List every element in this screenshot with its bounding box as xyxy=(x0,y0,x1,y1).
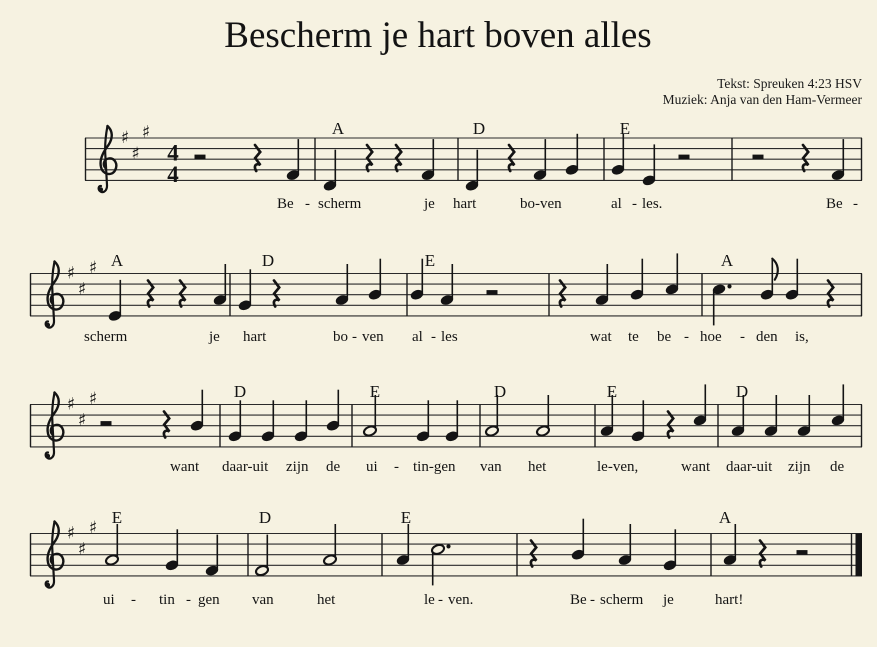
key-signature-sharp: ♯ xyxy=(77,539,87,560)
lyric-syllable: ven xyxy=(362,329,384,345)
key-signature-sharp: ♯ xyxy=(131,143,140,164)
lyric-syllable: - xyxy=(431,329,436,345)
half-rest xyxy=(101,421,112,426)
lyric-syllable: les. xyxy=(642,196,663,212)
half-rest xyxy=(753,155,764,160)
lyric-syllable: - xyxy=(632,196,637,212)
lyric-syllable: - xyxy=(131,592,136,608)
lyric-syllable: Be xyxy=(570,592,587,608)
half-rest xyxy=(195,155,206,160)
lyric-syllable: scherm xyxy=(318,196,362,212)
time-signature-digit: 4 xyxy=(167,161,179,187)
lyric-syllable: want xyxy=(681,459,711,475)
lyric-syllable: want xyxy=(170,459,200,475)
chord-label: A xyxy=(331,119,345,138)
lyric-syllable: ui xyxy=(366,459,378,475)
treble-clef-dot xyxy=(46,583,51,588)
lyric-syllable: bo-ven xyxy=(520,196,562,212)
half-rest xyxy=(679,155,690,160)
chord-label: E xyxy=(111,508,123,527)
key-signature-sharp: ♯ xyxy=(66,394,76,415)
lyric-syllable: te xyxy=(628,329,639,345)
chord-label: D xyxy=(261,251,275,270)
lyric-syllable: Be xyxy=(277,196,294,212)
half-rest xyxy=(797,550,808,555)
augmentation-dot xyxy=(727,284,731,288)
chord-label: E xyxy=(424,251,436,270)
lyric-syllable: van xyxy=(480,459,502,475)
chord-label: E xyxy=(400,508,412,527)
lyric-syllable: al xyxy=(412,329,423,345)
lyric-syllable: scherm xyxy=(84,329,128,345)
key-signature-sharp: ♯ xyxy=(77,410,87,431)
lyric-syllable: hart xyxy=(243,329,267,345)
lyric-syllable: be xyxy=(657,329,672,345)
lyric-syllable: zijn xyxy=(286,459,309,475)
lyric-syllable: de xyxy=(326,459,341,475)
lyric-syllable: - xyxy=(438,592,443,608)
lyric-syllable: de xyxy=(830,459,845,475)
lyric-syllable: hart xyxy=(453,196,477,212)
treble-clef-dot xyxy=(99,187,104,192)
lyric-syllable: - xyxy=(853,196,858,212)
credit-music-author: Muziek: Anja van den Ham-Vermeer xyxy=(662,91,862,107)
chord-label: D xyxy=(472,119,486,138)
chord-label: D xyxy=(233,382,247,401)
lyric-syllable: van xyxy=(252,592,274,608)
lyric-syllable: je xyxy=(424,196,435,212)
lyric-syllable: - xyxy=(305,196,310,212)
chord-label: A xyxy=(720,251,734,270)
lyric-syllable: - xyxy=(186,592,191,608)
lyric-syllable: daar-uit xyxy=(726,459,773,475)
treble-clef-icon xyxy=(48,262,64,310)
lyric-syllable: tin xyxy=(159,592,175,608)
key-signature-sharp: ♯ xyxy=(120,128,130,148)
lyric-syllable: les xyxy=(441,329,458,345)
chord-label: D xyxy=(258,508,272,527)
staff-system xyxy=(30,253,862,327)
lyric-syllable: scherm xyxy=(600,592,644,608)
lyric-syllable: den xyxy=(756,329,778,345)
final-barline-thick xyxy=(856,534,863,576)
chord-label: E xyxy=(606,382,618,401)
key-signature-sharp: ♯ xyxy=(66,523,76,544)
treble-clef-dot xyxy=(46,323,51,328)
credit-text-source: Tekst: Spreuken 4:23 HSV xyxy=(717,76,862,91)
lyric-syllable: is, xyxy=(795,329,809,345)
chord-label: E xyxy=(369,382,381,401)
lyric-syllable: le-ven, xyxy=(597,459,639,475)
lyric-syllable: al xyxy=(611,196,622,212)
treble-clef-dot xyxy=(46,454,51,459)
lyric-syllable: je xyxy=(663,592,674,608)
chord-label: A xyxy=(110,251,124,270)
lyric-syllable: - xyxy=(394,459,399,475)
lyric-syllable: bo xyxy=(333,329,348,345)
staff-system xyxy=(30,518,862,587)
lyric-syllable: daar-uit xyxy=(222,459,269,475)
augmentation-dot xyxy=(446,544,450,548)
treble-clef-icon xyxy=(48,393,64,441)
lyric-syllable: het xyxy=(317,592,336,608)
time-signature-digit: 4 xyxy=(167,140,179,166)
treble-clef-icon xyxy=(101,126,117,174)
chord-label: E xyxy=(619,119,631,138)
chord-label: D xyxy=(735,382,749,401)
lyric-syllable: wat xyxy=(590,329,612,345)
key-signature-sharp: ♯ xyxy=(88,258,98,279)
key-signature-sharp: ♯ xyxy=(88,518,98,539)
eighth-flag xyxy=(772,259,778,280)
lyric-syllable: gen xyxy=(198,592,220,608)
key-signature-sharp: ♯ xyxy=(88,389,98,410)
lyric-syllable: je xyxy=(209,329,220,345)
chord-label: D xyxy=(493,382,507,401)
lyric-syllable: ven. xyxy=(448,592,474,608)
lyric-syllable: tin-gen xyxy=(413,459,456,475)
lyric-syllable: hart! xyxy=(715,592,744,608)
page-title: Bescherm je hart boven alles xyxy=(224,15,652,56)
key-signature-sharp: ♯ xyxy=(77,279,87,300)
half-rest xyxy=(487,290,498,295)
lyric-syllable: het xyxy=(528,459,547,475)
lyric-syllable: ui xyxy=(103,592,115,608)
treble-clef-icon xyxy=(48,522,64,570)
lyric-syllable: - xyxy=(352,329,357,345)
lyric-syllable: Be xyxy=(826,196,843,212)
lyric-syllable: - xyxy=(684,329,689,345)
chord-label: A xyxy=(718,508,732,527)
lyric-syllable: zijn xyxy=(788,459,811,475)
lyric-syllable: le xyxy=(424,592,435,608)
key-signature-sharp: ♯ xyxy=(66,263,76,284)
lyric-syllable: hoe xyxy=(700,329,722,345)
lyric-syllable: - xyxy=(740,329,745,345)
lyric-syllable: - xyxy=(590,592,595,608)
key-signature-sharp: ♯ xyxy=(141,122,151,143)
